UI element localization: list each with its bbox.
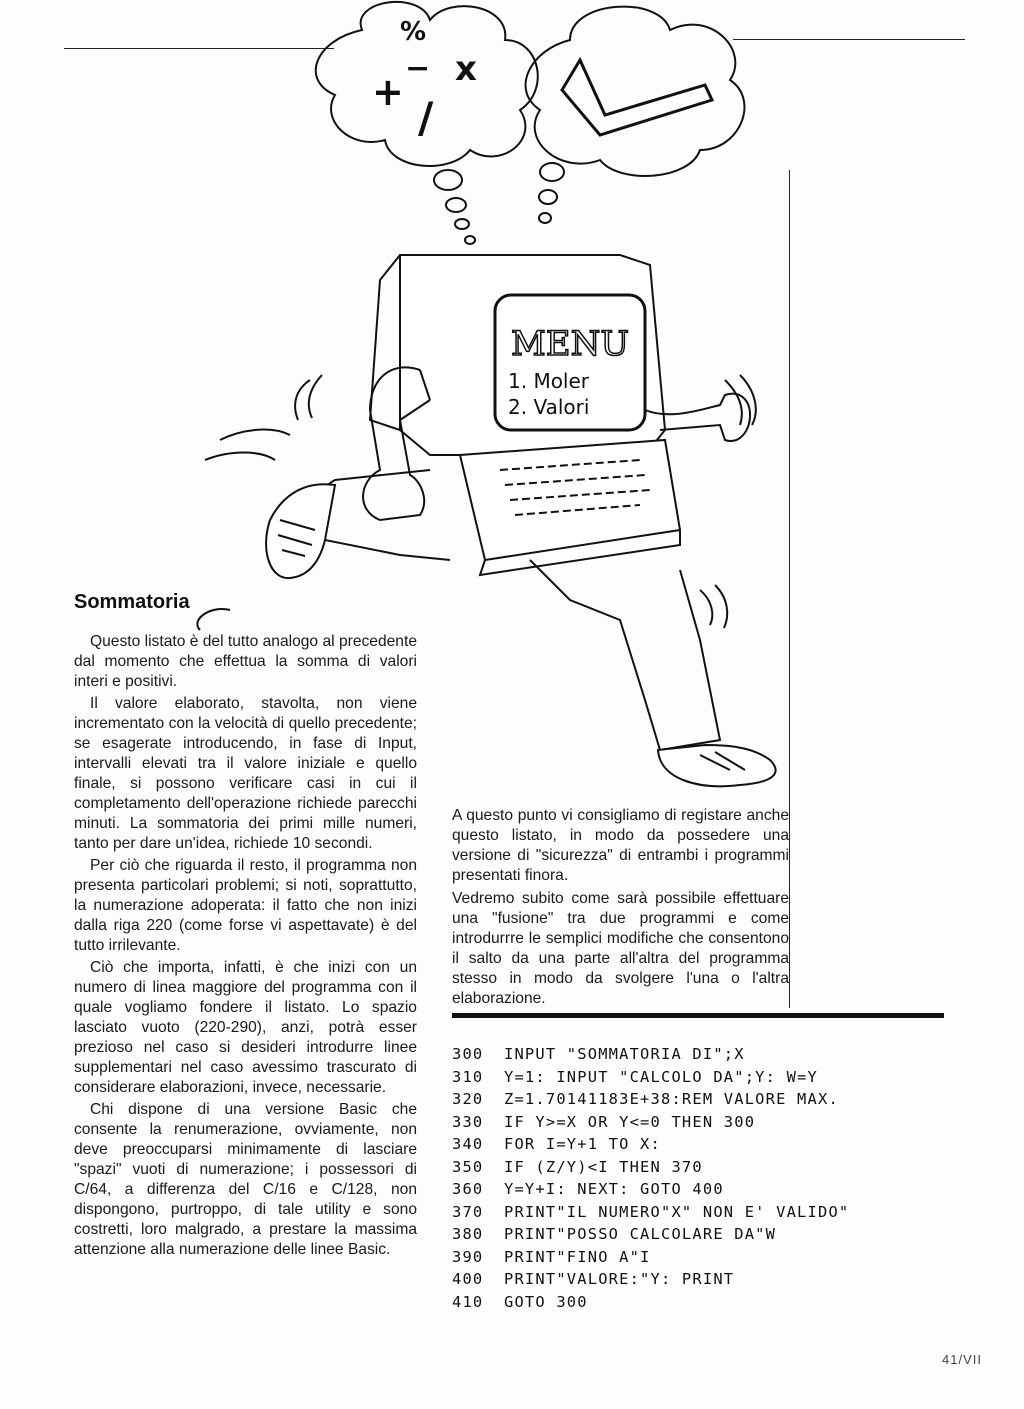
menu-item-2: 2. Valori (508, 395, 590, 419)
line-number: 390 (452, 1247, 484, 1266)
paragraph: Ciò che importa, infatti, è che inizi con un numero di linea maggiore del programma con il quale vogliamo fondere il listato. Lo spazio lasciato vuoto (220-290), anzi, potrà esser prezioso nel caso si desideri introdurre linee supplementari nel caso avessimo trascurato di considerare elaborazioni, invece, necessarie. (74, 959, 417, 1096)
paragraph: Il valore elaborato, stavolta, non viene incrementato con la velocità di quello precedente; se esagerate introducendo, in fase di Input, intervalli elevati tra il valore iniziale e quello finale, si possono verificare casi in cui il completamento dell'operazione richiede parecchi minuti. La sommatoria dei primi mille numeri, tanto per dare un'idea, richiede 10 secondi. (74, 695, 417, 852)
line-number: 350 (452, 1157, 484, 1176)
times-symbol: x (455, 49, 477, 89)
back-leg (316, 470, 450, 560)
paragraph: Vedremo subito come sarà possibile effettuare una "fusione" tra due programmi e come introdurrre le semplici modifiche che consentono il salto da una parte all'altra del programma stesso in modo da svolgere l'una o l'altra elaborazione. (452, 890, 789, 1007)
front-leg (530, 560, 720, 750)
line-code: PRINT"IL NUMERO"X" NON E' VALIDO" (504, 1202, 850, 1221)
listing-top-bar (452, 1013, 944, 1018)
listing-line (452, 1223, 952, 1246)
article-title: Sommatoria (74, 591, 190, 613)
line-code: PRINT"POSSO CALCOLARE DA"W (504, 1225, 777, 1243)
keyboard (460, 440, 680, 560)
listing-line (452, 1066, 952, 1089)
listing-line (452, 1088, 952, 1111)
minus-symbol: − (405, 51, 431, 86)
line-code: PRINT"VALORE:"Y: PRINT (504, 1270, 735, 1288)
listing-line (452, 1246, 952, 1269)
slash-symbol: / (418, 93, 434, 142)
paragraph: A questo punto vi consigliamo di registare anche questo listato, in modo da possedere una versione di "sicurezza" di entrambi i programmi presentati finora. (452, 807, 789, 884)
menu-item-1: 1. Moler (508, 369, 590, 393)
listing-line (452, 1133, 952, 1156)
thought-cloud-right (526, 7, 745, 176)
menu-title: MENU (510, 324, 630, 364)
line-number: 320 (452, 1090, 484, 1108)
line-code: Y=Y+I: NEXT: GOTO 400 (504, 1180, 724, 1198)
line-code: FOR I=Y+1 TO X: (504, 1135, 661, 1153)
left-text-column (74, 632, 417, 1262)
line-code: GOTO 300 (504, 1292, 588, 1311)
line-number: 310 (452, 1067, 484, 1086)
root-symbol (562, 60, 712, 135)
front-shoe (658, 745, 776, 786)
listing-line (452, 1156, 952, 1179)
plus-symbol: + (372, 70, 404, 114)
line-number: 410 (452, 1292, 484, 1311)
listing-line (452, 1201, 952, 1224)
percent-symbol: % (400, 17, 427, 47)
line-number: 360 (452, 1180, 484, 1198)
listing-line (452, 1111, 952, 1134)
line-number: 370 (452, 1202, 484, 1221)
paragraph: Chi dispone di una versione Basic che consente la renumerazione, ovviamente, non deve preoccuparsi minimamente di lasciare "spazi" vuoti di numerazione; i possessori di C/64, a differenza del C/16 e C/128, non dispongono, purtroppo, di tale utility e sono costretti, loro malgrado, a prestare la massima attenzione alla numerazione delle linee Basic. (74, 1101, 417, 1258)
line-code: IF Y>=X OR Y<=0 THEN 300 (504, 1112, 756, 1131)
line-number: 380 (452, 1225, 484, 1243)
line-code: INPUT "SOMMATORIA DI";X (504, 1045, 745, 1063)
listing-line (452, 1268, 952, 1291)
line-number: 330 (452, 1112, 484, 1131)
paragraph: Questo listato è del tutto analogo al precedente dal momento che effettua la somma di valori interi e positivi. (74, 633, 417, 690)
back-shoe (266, 484, 335, 578)
listing-line (452, 1178, 952, 1201)
listing-line (452, 1043, 952, 1066)
line-code: PRINT"FINO A"I (504, 1247, 651, 1266)
line-code: Z=1.70141183E+38:REM VALORE MAX. (504, 1090, 839, 1108)
line-code: IF (Z/Y)<I THEN 370 (504, 1157, 703, 1176)
right-text-column (452, 806, 789, 1012)
paragraph: Per ciò che riguarda il resto, il programma non presenta particolari problemi; si noti, soprattutto, la numerazione adoperata: il fatto che non inizi dalla riga 220 (come forse vi aspettavate) è del tutto irrilevante. (74, 857, 417, 954)
listing-line (452, 1291, 952, 1314)
basic-program-listing (452, 1043, 952, 1313)
page-number: 41/VII (942, 1352, 982, 1367)
line-number: 340 (452, 1135, 484, 1153)
thought-bubble (434, 170, 462, 190)
line-number: 300 (452, 1045, 484, 1063)
line-number: 400 (452, 1270, 484, 1288)
line-code: Y=1: INPUT "CALCOLO DA";Y: W=Y (504, 1067, 818, 1086)
